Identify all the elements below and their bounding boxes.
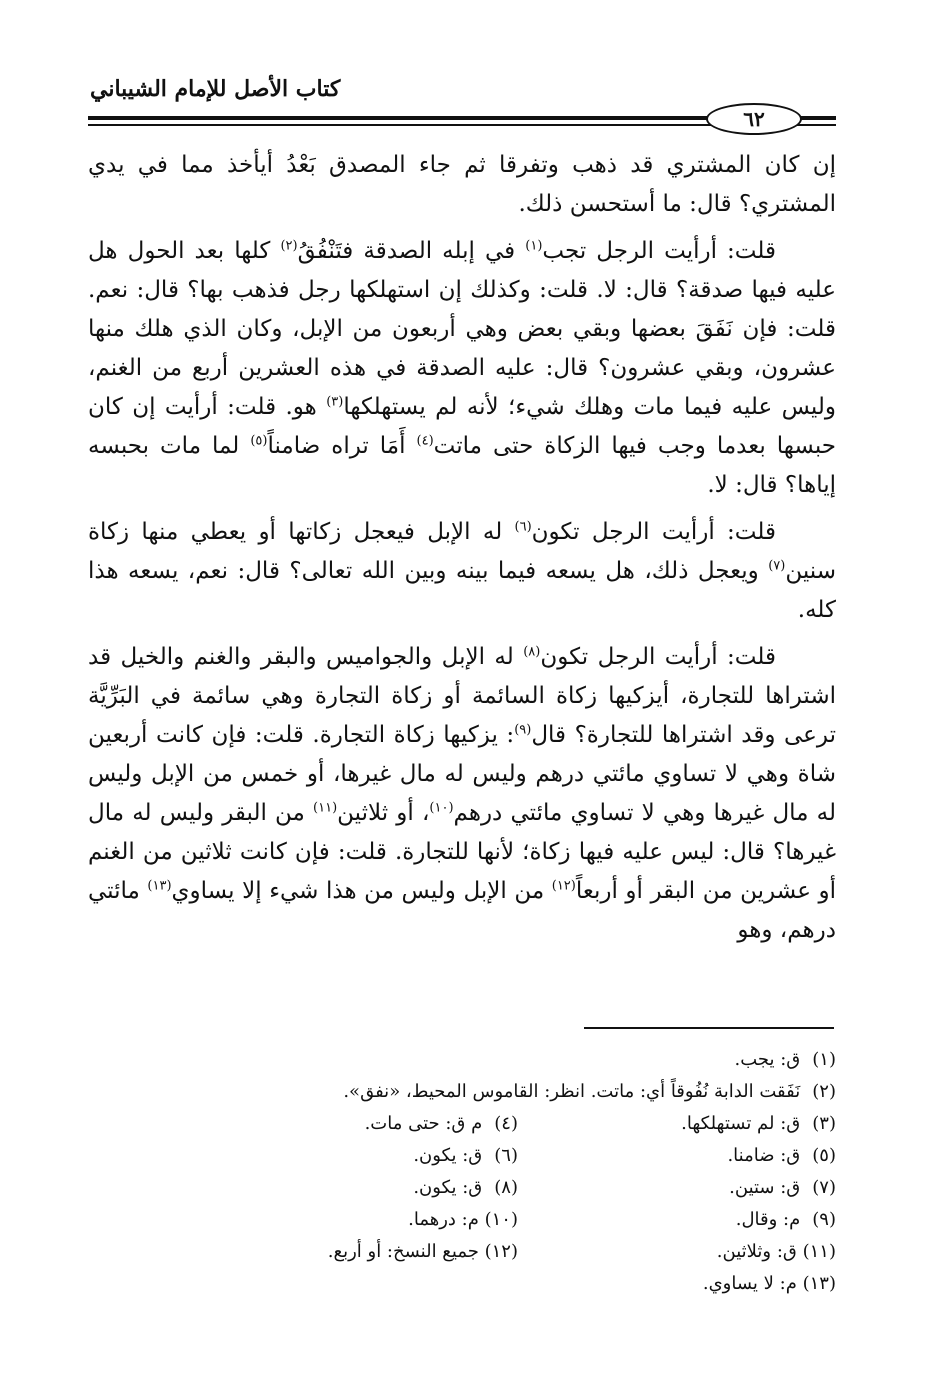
footnote-ref-13: (١٣)	[147, 878, 172, 894]
footnote-ref-2: (٢)	[280, 238, 298, 254]
main-text	[88, 146, 836, 958]
text-run: هو. قلت: أرأيت إن كان حبسها بعدما وجب فيها الزكاة حتى ماتت	[88, 394, 836, 459]
footnote-ref-6: (٦)	[514, 519, 532, 535]
footnote-6	[200, 1140, 518, 1172]
text-run: كلها بعد الحول هل عليه فيها صدقة؟ قال: لا. قلت: وكذلك إن استهلكها رجل فذهب بها؟ قال: نعم. قلت: فإن نَفَقَ بعضها وبقي بعض وهي أربعون من الإبل، وكان الذي هلك منها عشرون، وبقي عشرون؟ قال: عليه الصدقة في هذه العشرين أربع من الغنم، وليس عليه فيما مات وهلك شيء؛ لأنه لم يستهلكها	[88, 238, 837, 420]
page-number: ٦٢	[706, 103, 802, 135]
footnote-row	[200, 1044, 836, 1076]
footnote-text: ق: لم تستهلكها.	[681, 1113, 801, 1134]
footnote-text: م: درهما.	[408, 1209, 479, 1230]
footnotes	[200, 1044, 836, 1300]
text-run: قلت: أرأيت الرجل تكون	[540, 644, 776, 670]
footnote-number: (٥)	[812, 1145, 836, 1166]
footnote-text: ق: ستين.	[729, 1177, 801, 1198]
footnote-number: (٢)	[812, 1081, 836, 1102]
footnote-10	[200, 1204, 518, 1236]
text-run: من الإبل وليس من هذا شيء إلا يساوي	[171, 878, 552, 904]
footnote-ref-12: (١٢)	[551, 878, 576, 894]
text-run: له الإبل والجواميس والبقر والغنم والخيل قد اشتراها للتجارة، أيزكيها زكاة السائمة أو زكاة التجارة وهي سائمة في البَرِّيَّة ترعى وقد اشتراها للتجارة؟ قال	[88, 644, 837, 748]
footnote-text: ق: يجب.	[734, 1049, 801, 1070]
footnote-row	[200, 1140, 836, 1172]
footnote-ref-11: (١١)	[313, 800, 338, 816]
paragraph-3	[88, 513, 836, 630]
footnote-text: نَفَقت الدابة نُفُوقاً أي: ماتت. انظر: القاموس المحيط، «نفق».	[343, 1081, 801, 1102]
footnote-row	[200, 1236, 836, 1268]
footnote-1	[436, 1044, 836, 1076]
footnote-4	[200, 1108, 518, 1140]
footnote-3	[518, 1108, 836, 1140]
footnote-text: ق: ضامنا.	[727, 1145, 801, 1166]
footnote-ref-8: (٨)	[523, 644, 541, 660]
footnote-text: ق: يكون.	[413, 1145, 483, 1166]
footnote-row	[200, 1108, 836, 1140]
footnote-text: م: لا يساوي.	[702, 1273, 797, 1294]
text-run: له الإبل فيعجل زكاتها أو يعطي منها زكاة سنين	[88, 519, 836, 584]
footnote-number: (١٠)	[484, 1209, 518, 1230]
footnote-text: م ق: حتى مات.	[364, 1113, 483, 1134]
footnote-text: م: وقال.	[735, 1209, 801, 1230]
footnote-7	[518, 1172, 836, 1204]
footnote-ref-10: (١٠)	[429, 800, 454, 816]
text-run: : يزكيها زكاة التجارة. قلت: فإن كانت أربعين شاة وهي لا تساوي مائتي درهم وليس له مال غيرها، أو خمس من الإبل وليس له مال غيرها وهي لا تساوي مائتي درهم	[88, 722, 836, 826]
footnote-12	[200, 1236, 518, 1268]
footnote-text: ق: يكون.	[413, 1177, 483, 1198]
footnote-number: (٨)	[494, 1177, 518, 1198]
footnote-11	[518, 1236, 836, 1268]
text-run: في إبله الصدقة فتَنْفُقُ	[297, 238, 526, 264]
text-run: ، أو ثلاثين	[337, 800, 430, 826]
footnote-ref-1: (١)	[525, 238, 543, 254]
footnote-row	[200, 1204, 836, 1236]
footnote-number: (١١)	[802, 1241, 836, 1262]
footnote-2	[343, 1076, 836, 1108]
footnote-5	[518, 1140, 836, 1172]
footnote-ref-3: (٣)	[326, 394, 344, 410]
footnote-number: (٧)	[812, 1177, 836, 1198]
footnote-row	[200, 1268, 836, 1300]
footnote-13	[436, 1268, 836, 1300]
text-run: أَمَا تراه ضامناً	[267, 433, 417, 459]
footnote-number: (١٣)	[802, 1273, 836, 1294]
text-run: ويعجل ذلك، هل يسعه فيما بينه وبين الله تعالى؟ قال: نعم، يسعه هذا كله.	[88, 558, 836, 623]
footnote-ref-7: (٧)	[768, 558, 786, 574]
text-run: قلت: أرأيت الرجل تجب	[542, 238, 776, 264]
book-title: كتاب الأصل للإمام الشيباني	[90, 76, 341, 102]
footnote-number: (٤)	[494, 1113, 518, 1134]
footnote-ref-9: (٩)	[514, 722, 532, 738]
footnote-ref-4: (٤)	[416, 433, 434, 449]
text-run: قلت: أرأيت الرجل تكون	[531, 519, 776, 545]
footnote-number: (١٢)	[484, 1241, 518, 1262]
text-run: مائتي درهم، وهو	[88, 878, 836, 943]
footnote-number: (٣)	[812, 1113, 836, 1134]
footnote-row	[200, 1076, 836, 1108]
footnote-text: جميع النسخ: أو أربع.	[327, 1241, 479, 1262]
footnote-text: ق: وثلاثين.	[716, 1241, 797, 1262]
footnote-number: (١)	[812, 1049, 836, 1070]
footnote-ref-5: (٥)	[250, 433, 268, 449]
paragraph-4	[88, 638, 836, 950]
footnote-separator	[584, 1027, 834, 1029]
footnote-number: (٦)	[494, 1145, 518, 1166]
footnote-number: (٩)	[812, 1209, 836, 1230]
footnote-row	[200, 1172, 836, 1204]
text-run: من البقر وليس له مال غيرها؟ قال: ليس عليه فيها زكاة؛ لأنها للتجارة. قلت: فإن كانت ثلاثين من الغنم أو عشرين من البقر أو أربعاً	[88, 800, 836, 904]
footnote-9	[518, 1204, 836, 1236]
text-run: لما مات بحبسه إياها؟ قال: لا.	[88, 433, 836, 498]
paragraph-2	[88, 232, 836, 505]
paragraph-1: إن كان المشتري قد ذهب وتفرقا ثم جاء المصدق بَعْدُ أيأخذ مما في يدي المشتري؟ قال: ما أستحسن ذلك.	[88, 152, 836, 217]
footnote-8	[200, 1172, 518, 1204]
